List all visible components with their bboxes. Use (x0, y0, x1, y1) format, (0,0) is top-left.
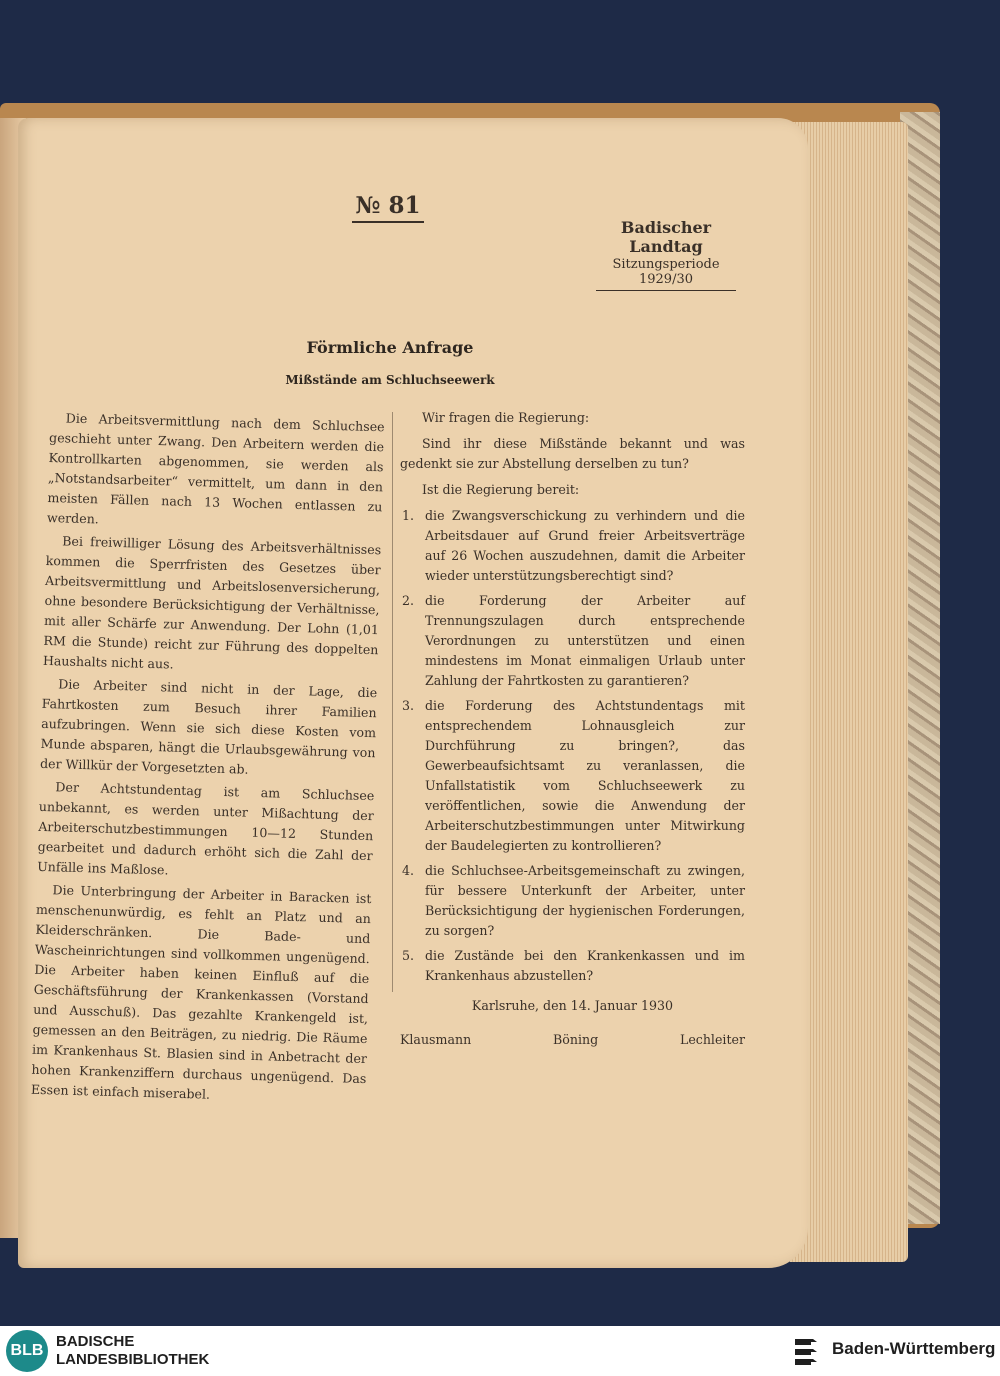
blb-logo-icon[interactable]: BLB (6, 1330, 48, 1372)
list-item (400, 696, 745, 856)
signature-row (400, 1030, 745, 1050)
footer-bar (0, 1326, 1000, 1376)
ready-text: Ist die Regierung bereit: (422, 482, 580, 497)
intro-text: Wir fragen die Regierung: (422, 410, 590, 425)
list-item (400, 506, 745, 586)
item-text: die Forderung der Arbeiter auf Trennungszulagen durch entsprechende Verordnungen zu unterstützen und einen mindestens im Monat einmaligen Urlaub unter Zahlung der Fahrtkosten zu garantieren? (425, 593, 745, 688)
left-paragraph: Die Arbeitsvermittlung nach dem Schluchsee geschieht unter Zwang. Den Arbeitern werden die Kontrollkarten abgenommen, sie werden als „Notstandsarbeiter“ vermittelt, um dann in den meisten Fällen nach 13 Wochen entlassen zu werden. (46, 410, 385, 527)
item-text: die Zwangsverschickung zu verhindern und die Arbeitsdauer auf Grund freier Arbeitsverträge auf 26 Wochen auszudehnen, damit die Arbeiter wieder unterstützungsberechtigt sind? (425, 508, 745, 583)
landtag-title: Badischer Landtag (620, 218, 712, 256)
demand-list (400, 506, 745, 986)
document-heading: Förmliche Anfrage (306, 338, 474, 357)
item-number: 4. (402, 863, 415, 878)
header-rule (596, 290, 736, 291)
question-text: Sind ihr diese Mißstände bekannt und was gedenkt sie zur Abstellung derselben zu tun? (400, 436, 745, 471)
item-number: 3. (402, 698, 415, 713)
left-paragraph: Bei freiwilliger Lösung des Arbeitsverhältnisses kommen die Sperrfristen des Gesetzes über Arbeitsvermittlung und Arbeitslosenversicherung, ohne besondere Berücksichtigung der Verhältnisse, mit aller Schärfe zur Anwendung. Der Lohn (1,01 RM die Stunde) reicht zur Führung des doppelten Haushalts nicht aus. (42, 533, 382, 672)
item-number: 1. (402, 508, 415, 523)
landtag-header (586, 218, 746, 291)
state-name[interactable]: Baden-Württemberg (832, 1339, 996, 1358)
library-name[interactable] (56, 1333, 209, 1369)
signer-name: Lechleiter (679, 1032, 745, 1047)
item-text: die Schluchsee-Arbeitsgemeinschaft zu zwingen, für bessere Unterkunft der Arbeiter, unter Berücksichtigung der hygienischen Forderungen, zu sorgen? (425, 863, 745, 938)
left-paragraph: Der Achtstundentag ist am Schluchsee unbekannt, es werden unter Mißachtung der Arbeiterschutzbestimmungen 10—12 Stunden gearbeitet und dadurch erhöht sich die Zahl der Unfälle ins Maßlose. (36, 779, 375, 878)
document-number: № 81 (352, 192, 424, 223)
item-text: die Zustände bei den Krankenkassen und im Krankenhaus abzustellen? (425, 948, 745, 983)
item-number: 2. (402, 593, 415, 608)
left-column (31, 408, 385, 1112)
item-text: die Forderung des Achtstundentags mit entsprechendem Lohnausgleich zur Durchführung zu bringen?, das Gewerbeaufsichtsamt zu veranlassen, die Unfallstatistik vom Schluchseewerk zu veröffentlichen, sowie die Anwendung der Arbeiterschutzbestimmungen unter Mitwirkung der Baudelegierten zu kontrollieren? (425, 698, 745, 853)
library-name-line1: BADISCHE (56, 1333, 135, 1350)
lions-crest-icon (792, 1334, 822, 1368)
right-column (400, 408, 745, 1050)
column-divider (392, 412, 393, 992)
list-item (400, 591, 745, 691)
session-label: Sitzungsperiode (612, 257, 720, 272)
place-date: Karlsruhe, den 14. Januar 1930 (471, 998, 674, 1013)
signer-name: Böning (553, 1032, 599, 1047)
left-paragraph: Die Unterbringung der Arbeiter in Baracken ist menschenunwürdig, es fehlt an Platz und an Kleiderschränken. Die Bade- und Wascheinrichtungen sind vollkommen ungenügend. Die Arbeiter haben keinen Einfluß auf die Geschäftsführung der Krankenkassen (Vorstand und Ausschuß). Das gezahlte Krankengeld ist, gemessen an den Beiträgen, zu niedrig. Die Räume im Krankenhaus St. Blasien sind in Anbetracht der hohen Krankenziffern durchaus ungenügend. Das Essen ist einfach miserabel. (30, 882, 372, 1102)
document-subheading: Mißstände am Schluchseewerk (285, 373, 495, 387)
item-number: 5. (402, 948, 415, 963)
library-name-line2: LANDESBIBLIOTHEK (56, 1351, 210, 1368)
signer-name: Klausmann (400, 1032, 472, 1047)
list-item (400, 861, 745, 941)
left-paragraph: Die Arbeiter sind nicht in der Lage, die Fahrtkosten zum Besuch ihrer Familien aufzubringen. Wenn sie sich diese Kosten vom Munde absparen, hängt die Urlaubsgewährung von der Willkür der Vorgesetzten ab. (39, 676, 378, 777)
session-period: 1929/30 (638, 272, 693, 287)
list-item (400, 946, 745, 986)
